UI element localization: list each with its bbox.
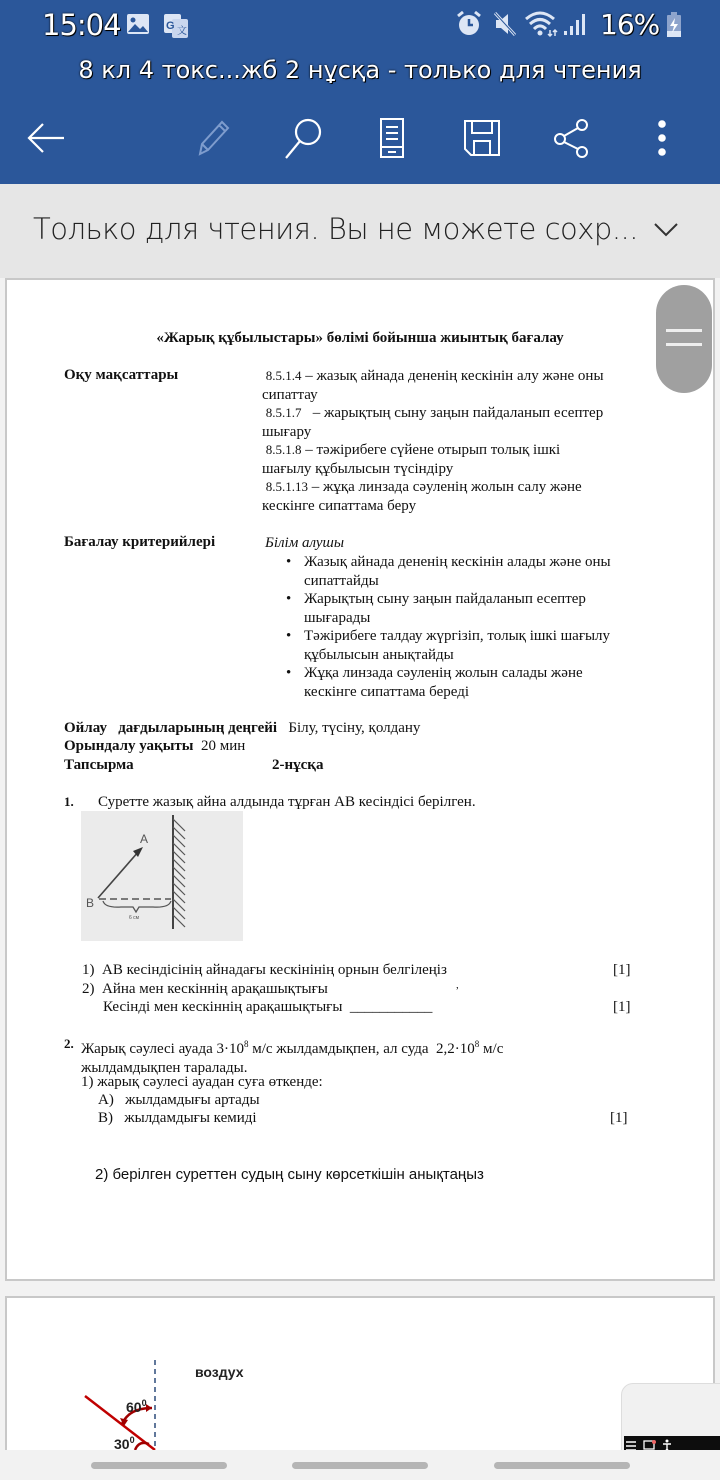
floppy-disk-icon	[462, 118, 502, 158]
signal-icon	[563, 12, 587, 41]
navigation-bar	[0, 1450, 720, 1480]
edit-button[interactable]	[184, 110, 240, 166]
svg-text:文: 文	[177, 26, 187, 37]
document-heading: «Жарық құбылыстары» бөлімі бойынша жиынтық бағалау	[156, 330, 564, 346]
pencil-icon	[192, 118, 232, 158]
more-options-button[interactable]	[634, 110, 690, 166]
criteria-label: Бағалау критерийлері	[64, 534, 216, 550]
share-icon	[552, 118, 592, 158]
refraction-figure	[77, 1358, 197, 1450]
learning-goals-list: 8.5.1.4 – жазық айнада дененің кескінін алу және оны сипаттау 8.5.1.7 – жарықтың сыну заңын пайдаланып есептер шығару 8.5.1.8 – тәжірибеге сүйене отырып толық ішкі шағылу құбылысын түсіндіру 8.5.1.13 – жұқа линзада сәуленің жолын салу және кескінге сипаттама беру	[262, 367, 662, 515]
q2-option-b: В) жылдамдығы кемиді	[98, 1110, 257, 1126]
battery-charging-icon	[666, 12, 682, 43]
q1-item-2-score: [1]	[613, 999, 631, 1015]
criteria-item: • Жарықтың сыну заңын пайдаланып есептер шығарады	[304, 590, 664, 627]
document-title: 8 кл 4 токс...жб 2 нұсқа - только для чтения	[78, 56, 642, 84]
read-only-message: Только для чтения. Вы не можете сохр...	[33, 212, 638, 246]
nav-home-button[interactable]	[292, 1462, 428, 1469]
q2-number: 2.	[64, 1036, 74, 1051]
svg-text:A: A	[140, 832, 149, 846]
task-row: Тапсырма	[64, 757, 134, 773]
svg-text:G: G	[166, 20, 175, 32]
translate-icon	[163, 13, 189, 44]
q2-option-a: А) жылдамдығы артады	[98, 1092, 260, 1108]
back-button[interactable]	[18, 110, 74, 166]
arrow-left-icon	[26, 121, 66, 155]
criteria-item: • Тәжірибеге талдау жүргізіп, толық ішкі шағылу құбылысын анықтайды	[304, 627, 664, 664]
criteria-item: • Жазық айнада дененің кескінін алады және оны сипаттайды	[304, 553, 664, 590]
share-button[interactable]	[544, 110, 600, 166]
nav-back-button[interactable]	[494, 1462, 630, 1469]
scroll-handle[interactable]	[656, 285, 712, 393]
save-button[interactable]	[454, 110, 510, 166]
status-time: 15:04	[42, 8, 121, 42]
criteria-list	[304, 553, 664, 701]
thinking-level-row: Ойлау дағдыларының деңгейі Білу, түсіну, қолдану	[64, 720, 421, 736]
goal-item: 8.5.1.13 – жұқа линзада сәуленің жолын салу және	[265, 479, 582, 495]
q1-number: 1.	[64, 794, 74, 809]
chevron-down-icon	[648, 212, 684, 248]
variant-label: 2-нұсқа	[272, 757, 324, 773]
q1-item-1-score: [1]	[613, 962, 631, 978]
air-label: воздух	[195, 1364, 244, 1380]
time-row: Орындалу уақыты 20 мин	[64, 738, 246, 754]
q2-score: [1]	[610, 1110, 628, 1126]
mirror-figure	[81, 811, 243, 941]
app-header	[0, 0, 720, 184]
criteria-intro: Білім алушы	[265, 535, 345, 551]
learning-goals-label: Оқу мақсаттары	[64, 367, 179, 383]
svg-text:600: $60^0$	[126, 1398, 147, 1415]
mobile-view-icon	[377, 117, 407, 159]
q2-sub1: 1) жарық сәулесі ауадан суға өткенде:	[81, 1074, 323, 1090]
q1-item-1: 1) АВ кесіндісінің айнадағы кескінінің орнын белгілеңіз	[82, 962, 447, 978]
criteria-item: • Жұқа линзада сәуленің жолын салады және кескінге сипаттама береді	[304, 664, 664, 701]
mute-icon	[492, 10, 518, 43]
q2-sub2: 2) берілген суреттен судың сыну көрсеткішін анықтаңыз	[95, 1166, 484, 1183]
menu-icon	[626, 1442, 636, 1450]
svg-text:B: B	[86, 896, 95, 910]
goal-item: 8.5.1.8 – тәжірибеге сүйене отырып толық ішкі	[265, 442, 561, 458]
search-icon	[280, 116, 324, 160]
q1-item-2-comma: ,	[456, 979, 459, 991]
battery-percent: 16%	[600, 8, 660, 41]
document-page-1[interactable]	[5, 278, 715, 1281]
status-bar	[0, 0, 720, 50]
wifi-icon	[524, 10, 558, 43]
svg-text:300: $30^0$	[114, 1435, 135, 1450]
gallery-icon	[126, 13, 150, 40]
goal-item: 8.5.1.7 – жарықтың сыну заңын пайдаланып есептер	[265, 405, 604, 421]
mobile-view-button[interactable]	[364, 110, 420, 166]
search-button[interactable]	[274, 110, 330, 166]
q1-item-2b: Кесінді мен кескіннің арақашықтығы ___________	[103, 999, 433, 1015]
alarm-icon	[455, 10, 483, 43]
goal-item: 8.5.1.4 – жазық айнада дененің кескінін алу және оны	[265, 368, 604, 384]
more-vertical-icon	[656, 118, 668, 158]
read-only-banner	[0, 184, 720, 278]
q1-item-2: 2) Айна мен кескіннің арақашықтығы	[82, 981, 328, 997]
nav-recent-button[interactable]	[91, 1462, 227, 1469]
chat-icon	[644, 1440, 656, 1449]
q2-text: Жарық сәулесі ауада $3\cdot 10^8$ м/с жылдамдықпен, ал суда $2,2\cdot 10^8$ м/с жылдамдықпен таралады.	[81, 1039, 504, 1076]
q1-text: Суретте жазық айна алдында тұрған АВ кесіндісі берілген.	[98, 794, 476, 810]
expand-banner-button[interactable]	[648, 212, 684, 248]
svg-text:6 см: 6 см	[129, 915, 140, 921]
